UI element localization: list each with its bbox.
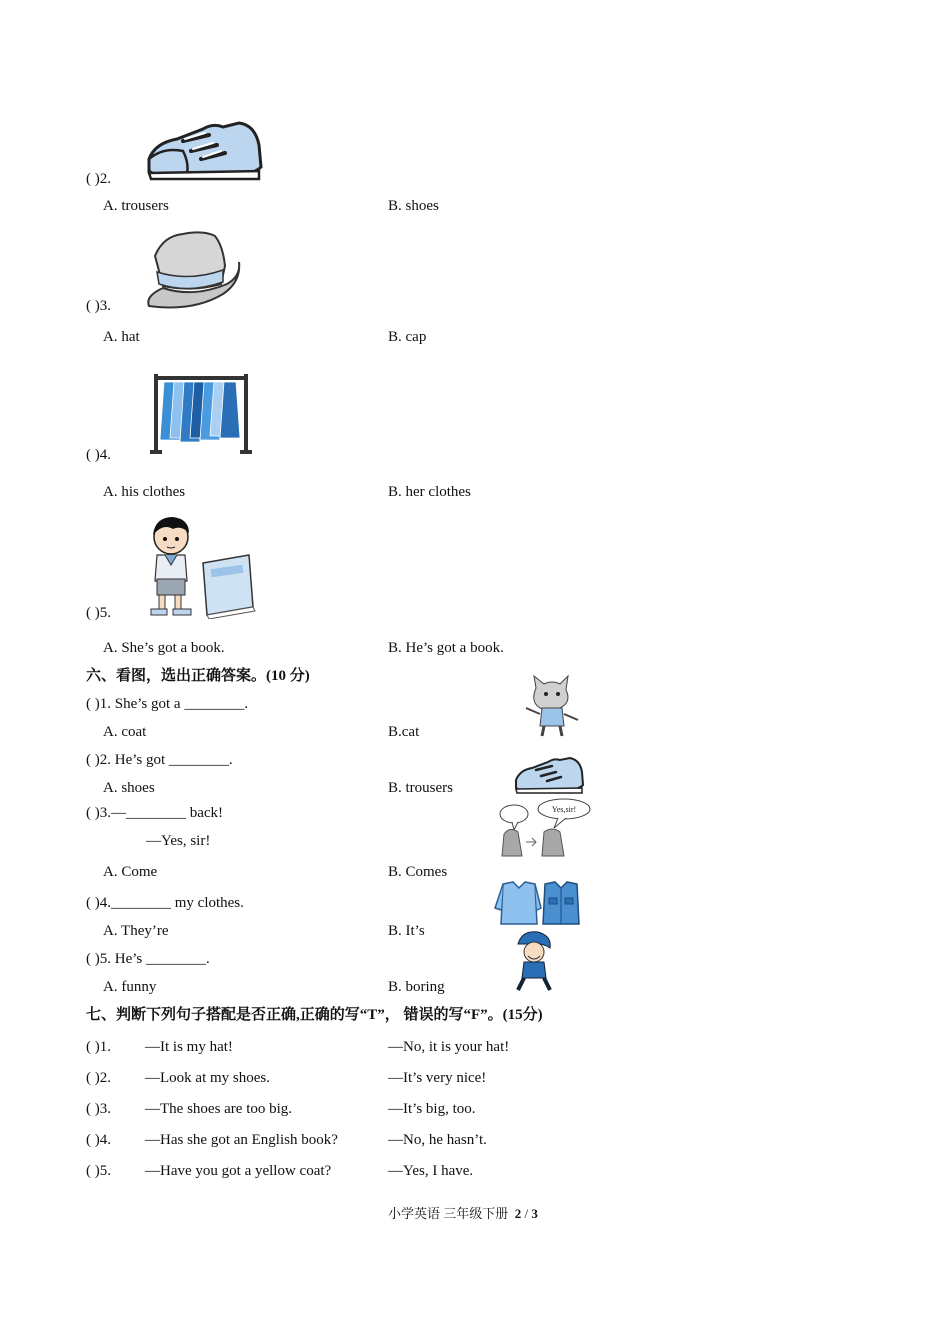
footer-page: 2: [514, 1206, 522, 1221]
shoes-small-picture: [512, 754, 584, 794]
q5-2-number[interactable]: ( )2.: [86, 171, 111, 187]
q6-2-option-a: A. shoes: [103, 780, 155, 796]
q7-4-number[interactable]: ( )4.: [86, 1132, 111, 1148]
q6-3-option-b: B. Comes: [388, 864, 448, 880]
q5-4-option-b: B. her clothes: [388, 484, 471, 500]
q5-3-option-b: B. cap: [388, 329, 427, 345]
q7-4-question: —Has she got an English book?: [145, 1132, 338, 1148]
footer-total: 3: [531, 1206, 538, 1221]
q7-2-number[interactable]: ( )2.: [86, 1070, 111, 1086]
q6-5-option-a: A. funny: [103, 979, 157, 995]
q7-1-answer: —No, it is your hat!: [388, 1039, 510, 1055]
q7-2-answer: —It’s very nice!: [388, 1070, 487, 1086]
q7-1-question: —It is my hat!: [145, 1039, 233, 1055]
q7-5-answer: —Yes, I have.: [388, 1163, 474, 1179]
q5-5-option-b: B. He’s got a book.: [388, 640, 504, 656]
hat-picture: [143, 226, 241, 312]
section6-title: 六、看图，选出正确答案。(10 分): [86, 668, 310, 684]
q7-1-number[interactable]: ( )1.: [86, 1039, 111, 1055]
q5-4-option-a: A. his clothes: [103, 484, 186, 500]
q6-3-option-a: A. Come: [103, 864, 158, 880]
footer-title: 小学英语 三年级下册: [388, 1206, 509, 1221]
q6-4-stem[interactable]: ( )4.________ my clothes.: [86, 895, 244, 911]
funny-boy-picture: [512, 930, 556, 994]
q6-1-stem[interactable]: ( )1. She’s got a ________.: [86, 696, 249, 712]
cat-picture: [520, 674, 580, 738]
q6-2-option-b: B. trousers: [388, 780, 453, 796]
q6-1-option-a: A. coat: [103, 724, 147, 740]
q7-5-question: —Have you got a yellow coat?: [145, 1163, 332, 1179]
q5-4-number[interactable]: ( )4.: [86, 447, 111, 463]
q7-5-number[interactable]: ( )5.: [86, 1163, 111, 1179]
section7-title: 七、判断下列句子搭配是否正确,正确的写“T”， 错误的写“F”。(15分): [86, 1007, 543, 1023]
shoes-picture: [143, 115, 263, 181]
q7-3-answer: —It’s big, too.: [388, 1101, 476, 1117]
q5-3-option-a: A. hat: [103, 329, 140, 345]
bubble-text: Yes,sir!: [551, 805, 577, 814]
page-footer: [388, 1205, 538, 1223]
q6-4-option-a: A. They’re: [103, 923, 169, 939]
q7-3-question: —The shoes are too big.: [145, 1101, 293, 1117]
q6-5-stem[interactable]: ( )5. He’s ________.: [86, 951, 210, 967]
q5-2-option-b: B. shoes: [388, 198, 439, 214]
q6-1-option-b: B.cat: [388, 724, 420, 740]
q7-2-question: —Look at my shoes.: [145, 1070, 270, 1086]
clothes-rack-picture: [150, 366, 258, 456]
q6-2-stem[interactable]: ( )2. He’s got ________.: [86, 752, 233, 768]
q5-5-number[interactable]: ( )5.: [86, 605, 111, 621]
q6-4-option-b: B. It’s: [388, 923, 425, 939]
boy-with-book-picture: [145, 515, 257, 619]
clothes-picture: [493, 880, 581, 928]
q5-5-option-a: A. She’s got a book.: [103, 640, 225, 656]
q5-3-number[interactable]: ( )3.: [86, 298, 111, 314]
q5-2-option-a: A. trousers: [103, 198, 169, 214]
q6-5-option-b: B. boring: [388, 979, 445, 995]
footer-sep: /: [524, 1206, 529, 1221]
q6-3-stem[interactable]: ( )3.—________ back!: [86, 805, 224, 821]
q6-3-reply: —Yes, sir!: [146, 833, 211, 849]
come-back-picture: [496, 798, 592, 860]
q7-3-number[interactable]: ( )3.: [86, 1101, 111, 1117]
q7-4-answer: —No, he hasn’t.: [388, 1132, 487, 1148]
